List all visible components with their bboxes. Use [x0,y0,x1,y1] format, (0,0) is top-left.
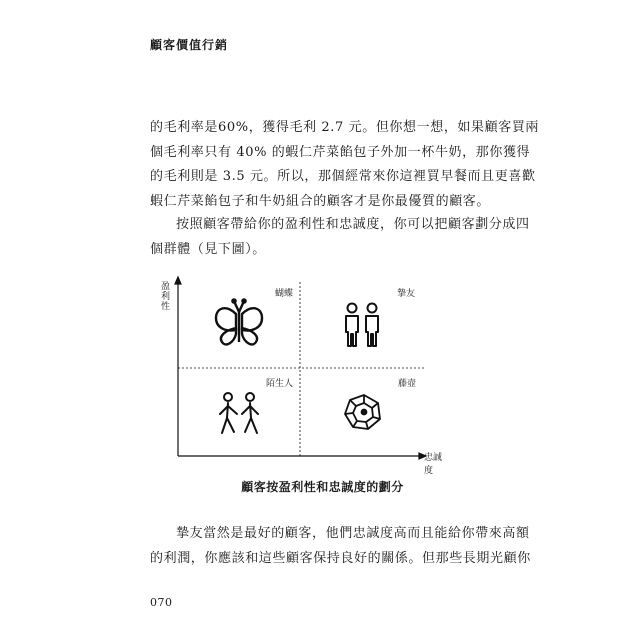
body-paragraph-3 [150,522,531,571]
y-axis-arrowhead [175,277,181,284]
page-number: 070 [150,596,173,609]
text-line: 的利潤，你應該和這些顧客保持良好的關係。但那些長期光顧你 [150,550,531,566]
quadrant-label-stranger: 陌生人 [266,379,294,389]
body-paragraph-2 [150,213,530,262]
butterfly-icon [216,299,262,344]
quadrant-diagram [150,270,450,470]
quadrant-label-butterfly: 蝴蝶 [275,289,294,299]
customer-quadrant-figure [150,270,450,476]
text-line: 個毛利率只有 40% 的蝦仁芹菜餡包子外加一杯牛奶，那你獲得 [150,144,531,160]
text-line: 個群體（見下圖）。 [150,241,266,257]
quadrant-label-close-friend: 摯友 [397,289,416,299]
two-people-walking-icon [220,393,258,433]
x-axis-label: 忠誠度 [424,453,443,476]
body-paragraph-1 [150,116,540,214]
running-header-title: 顧客價值行銷 [150,38,229,52]
text-line: 的毛利率是60%，獲得毛利 2.7 元。但你想一想，如果顧客買兩 [150,120,540,135]
text-line: 蝦仁芹菜餡包子和牛奶組合的顧客才是你最優質的顧客。 [150,193,491,209]
figure-caption: 顧客按盈利性和忠誠度的劃分 [241,480,404,494]
two-people-standing-icon [346,304,378,347]
quadrant-label-barnacle: 藤壺 [398,379,417,389]
y-axis-label: 盈利性 [161,282,171,312]
text-line: 按照顧客帶給你的盈利性和忠誠度，你可以把顧客劃分成四 [176,217,530,232]
text-line: 的毛利則是 3.5 元。所以，那個經常來你這裡買早餐而且更喜歡 [150,169,536,184]
text-line: 摯友當然是最好的顧客，他們忠誠度高而且能給你帶來高額 [176,526,530,541]
barnacle-icon [345,395,380,429]
